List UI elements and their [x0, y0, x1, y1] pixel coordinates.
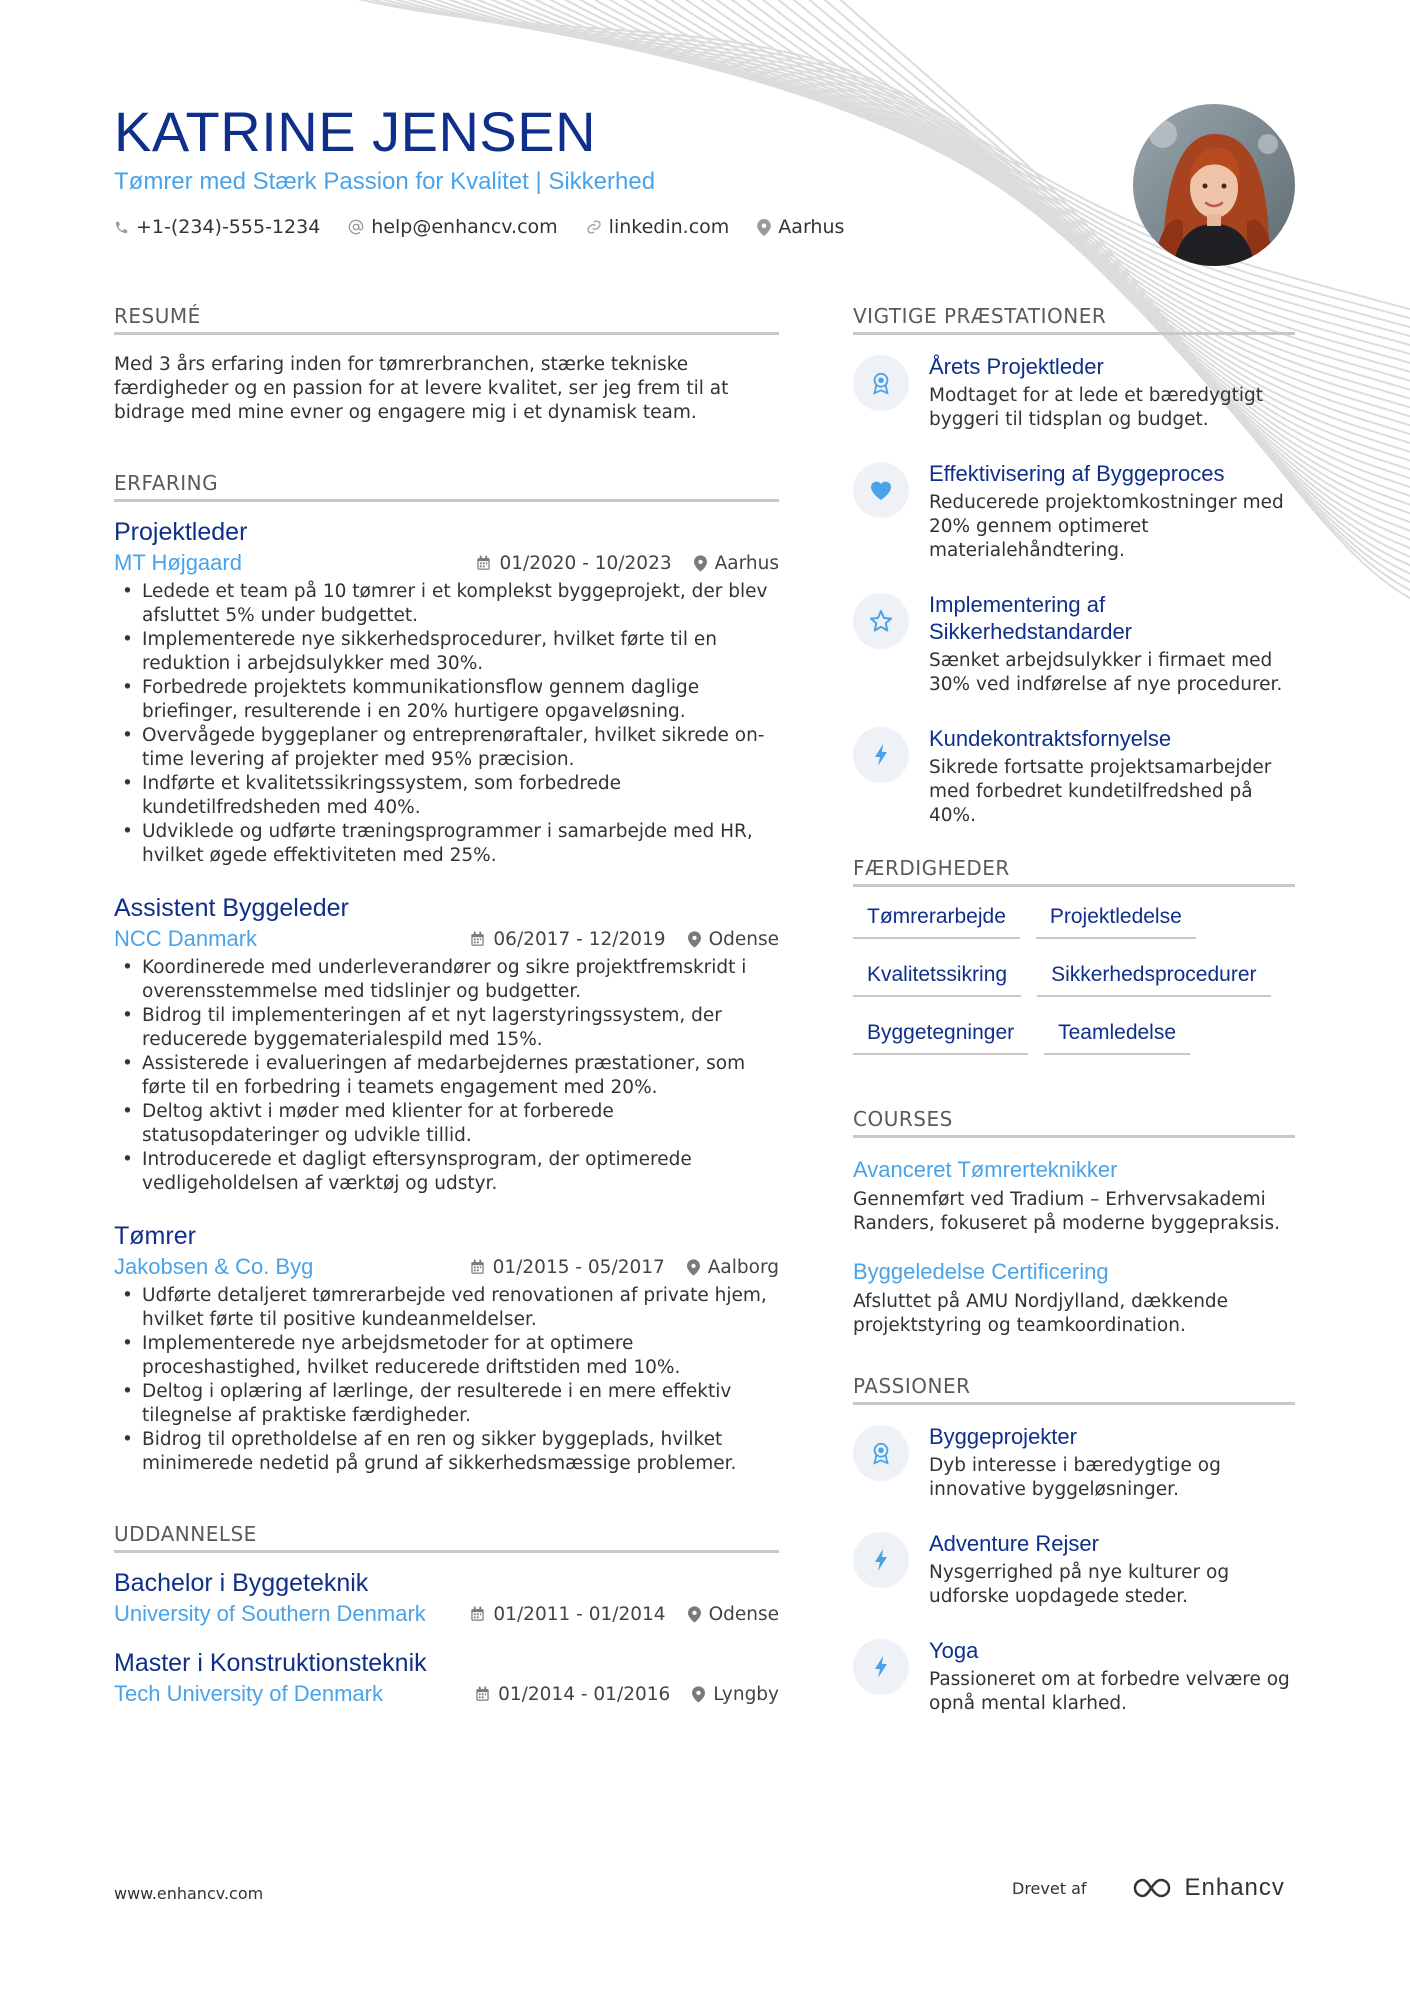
right-column: [853, 304, 1295, 1744]
summary-title: RESUMÉ: [114, 304, 779, 335]
powered-by-label: Drevet af: [1012, 1878, 1087, 1898]
contact-linkedin-text: linkedin.com: [608, 216, 730, 238]
brand-logo[interactable]: [1131, 1874, 1285, 1902]
bolt-icon: [853, 727, 909, 783]
list-item: • Koordinerede med underleverandører og sikre projektfremskridt i overensstemmelse med tidslinjer og budgetter.: [114, 956, 779, 1004]
footer-website[interactable]: www.enhancv.com: [114, 1884, 264, 1903]
achievement-desc: Reducerede projektomkostninger med 20% gennem optimeret materialehåndtering.: [929, 492, 1284, 561]
course-item: [853, 1156, 1295, 1236]
job-meta: [114, 926, 779, 952]
achievement-item: [853, 460, 1295, 563]
award-icon: [853, 355, 909, 411]
achievement-title: Implementering af Sikkerhedstandarder: [929, 592, 1133, 644]
education-entry: [114, 1567, 779, 1627]
education-details: [453, 1684, 779, 1705]
education-degree: Bachelor i Byggeteknik: [114, 1569, 369, 1597]
award-icon: [853, 1425, 909, 1481]
candidate-name: KATRINE JENSEN: [114, 100, 597, 163]
job-company: Jakobsen & Co. Byg: [114, 1254, 314, 1279]
course-item: [853, 1258, 1295, 1338]
achievement-desc: Sikrede fortsatte projektsamarbejder med forbedret kundetilfredshed på 40%.: [929, 757, 1272, 826]
job-dates-text: 06/2017 - 12/2019: [493, 928, 666, 950]
job-title: Projektleder: [114, 518, 248, 546]
calendar-icon: [476, 555, 491, 571]
passion-desc: Dyb interesse i bæredygtige og innovative byggeløsninger.: [929, 1455, 1221, 1500]
list-item: • Forbedrede projektets kommunikationsflow gennem daglige briefinger, resulterende i en 20% hurtigere opgaveløsning.: [114, 676, 779, 724]
skills-section: [853, 856, 1295, 1073]
education-details: [448, 1604, 779, 1625]
job-details: [448, 929, 779, 950]
education-title: UDDANNELSE: [114, 1522, 779, 1553]
list-item: • Indførte et kvalitetssikringssystem, som forbedrede kundetilfredsheden med 40%.: [114, 772, 779, 820]
education-school: University of Southern Denmark: [114, 1601, 426, 1626]
job-dates-text: 01/2015 - 05/2017: [492, 1256, 665, 1278]
education-entry: [114, 1647, 779, 1707]
job-location: [688, 929, 779, 950]
courses-section: [853, 1107, 1295, 1338]
job-title: Tømrer: [114, 1222, 196, 1250]
education-meta: [114, 1681, 779, 1707]
list-item: • Deltog aktivt i møder med klienter for at forberede statusopdateringer og udvikle tillid.: [114, 1100, 779, 1148]
contact-location: [757, 216, 844, 238]
passion-desc: Nysgerrighed på nye kulturer og udforske uopdagede steder.: [929, 1562, 1230, 1607]
course-desc: Afsluttet på AMU Nordjylland, dækkende projektstyring og teamkoordination.: [853, 1291, 1229, 1336]
job-location-text: Odense: [708, 928, 779, 950]
job-entry: [114, 1220, 779, 1476]
job-entry: [114, 516, 779, 868]
location-pin-icon: [688, 931, 701, 948]
education-dates-text: 01/2011 - 01/2014: [493, 1603, 666, 1625]
list-item: • Deltog i oplæring af lærlinge, der resulterede i en mere effektiv tilegnelse af praktiske færdigheder.: [114, 1380, 779, 1428]
job-details: [448, 1257, 779, 1278]
passion-title: Yoga: [929, 1638, 979, 1663]
job-dates: [470, 1257, 665, 1278]
achievements-title: VIGTIGE PRÆSTATIONER: [853, 304, 1295, 335]
contact-email[interactable]: [348, 216, 557, 238]
job-location-text: Aalborg: [707, 1256, 779, 1278]
location-pin-icon: [688, 1606, 701, 1623]
bolt-icon: [853, 1639, 909, 1695]
job-company: MT Højgaard: [114, 550, 242, 575]
contact-row: [114, 216, 1114, 238]
job-details: [454, 553, 779, 574]
heart-icon: [853, 462, 909, 518]
course-desc: Gennemført ved Tradium – Erhvervsakademi Randers, fokuseret på moderne byggepraksis.: [853, 1189, 1281, 1234]
list-item: • Udførte detaljeret tømrerarbejde ved renovationen af private hjem, hvilket førte til positive kundeanmeldelser.: [114, 1284, 779, 1332]
passions-title: PASSIONER: [853, 1374, 1295, 1405]
course-title: Byggeledelse Certificering: [853, 1259, 1109, 1284]
list-item: • Ledede et team på 10 tømrer i et komplekst byggeprojekt, der blev afsluttet 5% under budgettet.: [114, 580, 779, 628]
job-location-text: Aarhus: [714, 552, 779, 574]
education-dates: [475, 1684, 670, 1705]
achievement-title: Effektivisering af Byggeproces: [929, 461, 1225, 486]
passion-title: Adventure Rejser: [929, 1531, 1099, 1556]
passion-item: [853, 1530, 1295, 1609]
location-pin-icon: [694, 555, 707, 572]
achievement-desc: Sænket arbejdsulykker i firmaet med 30% ved indførelse af nye procedurer.: [929, 650, 1283, 695]
contact-phone[interactable]: [114, 216, 320, 238]
calendar-icon: [470, 1606, 485, 1622]
passion-title: Byggeprojekter: [929, 1424, 1077, 1449]
summary-text: Med 3 års erfaring inden for tømrerbranchen, stærke tekniske færdigheder og en passion for at levere kvalitet, ser jeg frem til at bidrage med mine evner og engagere mig i et dynamisk team.: [114, 354, 729, 423]
calendar-icon: [470, 1259, 485, 1275]
job-location: [694, 553, 779, 574]
passion-item: [853, 1637, 1295, 1716]
job-title: Assistent Byggeleder: [114, 894, 349, 922]
star-icon: [853, 593, 909, 649]
skill-tag: Tømrerarbejde: [853, 899, 1020, 939]
achievement-item: [853, 353, 1295, 432]
education-dates: [470, 1604, 665, 1625]
education-school: Tech University of Denmark: [114, 1681, 383, 1706]
contact-email-text: help@enhancv.com: [371, 216, 558, 238]
achievement-title: Årets Projektleder: [929, 354, 1104, 379]
location-pin-icon: [757, 219, 771, 236]
list-item: • Assisterede i evalueringen af medarbejdernes præstationer, som førte til en forbedring i teamets engagement med 20%.: [114, 1052, 779, 1100]
achievement-title: Kundekontraktsfornyelse: [929, 726, 1172, 751]
job-dates-text: 01/2020 - 10/2023: [499, 552, 672, 574]
passions-section: [853, 1374, 1295, 1716]
job-entry: [114, 892, 779, 1196]
contact-phone-text: +1-(234)-555-1234: [136, 216, 321, 238]
phone-icon: [114, 220, 129, 235]
resume-header: [114, 98, 1114, 238]
education-meta: [114, 1601, 779, 1627]
job-location: [687, 1257, 779, 1278]
enhancv-logo-icon: [1131, 1876, 1177, 1900]
list-item: • Bidrog til opretholdelse af en ren og sikker byggeplads, hvilket minimerede nedetid på grund af sikkerhedsmæssige problemer.: [114, 1428, 779, 1476]
skill-tag: Sikkerhedsprocedurer: [1037, 957, 1270, 997]
list-item: • Bidrog til implementeringen af et nyt lagerstyringssystem, der reducerede byggematerialespild med 15%.: [114, 1004, 779, 1052]
job-company: NCC Danmark: [114, 926, 258, 951]
location-pin-icon: [687, 1259, 700, 1276]
course-title: Avanceret Tømrerteknikker: [853, 1157, 1118, 1182]
job-meta: [114, 1254, 779, 1280]
education-section: [114, 1522, 779, 1707]
achievement-item: [853, 725, 1295, 828]
experience-section: [114, 471, 779, 1476]
bolt-icon: [853, 1532, 909, 1588]
list-item: • Udviklede og udførte træningsprogrammer i samarbejde med HR, hvilket øgede effektiviteten med 25%.: [114, 820, 779, 868]
achievements-section: [853, 304, 1295, 828]
education-degree: Master i Konstruktionsteknik: [114, 1649, 427, 1677]
skill-tag: Byggetegninger: [853, 1015, 1028, 1055]
contact-linkedin[interactable]: [586, 216, 730, 238]
calendar-icon: [470, 931, 485, 947]
at-icon: [348, 219, 364, 235]
passion-item: [853, 1423, 1295, 1502]
education-location-text: Lyngby: [713, 1683, 779, 1705]
left-column: [114, 304, 779, 1731]
skills-list: [853, 899, 1295, 1073]
education-dates-text: 01/2014 - 01/2016: [498, 1683, 671, 1705]
list-item: • Implementerede nye arbejdsmetoder for at optimere proceshastighed, hvilket reducerede driftstiden med 10%.: [114, 1332, 779, 1380]
achievement-desc: Modtaget for at lede et bæredygtigt byggeri til tidsplan og budget.: [929, 385, 1264, 430]
skills-title: FÆRDIGHEDER: [853, 856, 1295, 887]
candidate-subtitle: Tømrer med Stærk Passion for Kvalitet | Sikkerhed: [114, 168, 656, 195]
courses-title: COURSES: [853, 1107, 1295, 1138]
job-bullets: [114, 580, 779, 868]
summary-section: [114, 304, 779, 425]
skill-tag: Teamledelse: [1044, 1015, 1190, 1055]
list-item: • Introducerede et dagligt eftersynsprogram, der optimerede vedligeholdelsen af værktøj og udstyr.: [114, 1148, 779, 1196]
education-location: [692, 1684, 779, 1705]
job-meta: [114, 550, 779, 576]
education-location-text: Odense: [708, 1603, 779, 1625]
education-location: [688, 1604, 779, 1625]
job-bullets: [114, 956, 779, 1196]
link-icon: [586, 219, 602, 235]
calendar-icon: [475, 1686, 490, 1702]
job-dates: [476, 553, 671, 574]
skill-tag: Kvalitetssikring: [853, 957, 1021, 997]
skill-tag: Projektledelse: [1036, 899, 1196, 939]
experience-title: ERFARING: [114, 471, 779, 502]
job-dates: [470, 929, 665, 950]
job-bullets: [114, 1284, 779, 1476]
passion-desc: Passioneret om at forbedre velvære og opnå mental klarhed.: [929, 1669, 1290, 1714]
profile-photo: [1133, 104, 1295, 266]
contact-location-text: Aarhus: [778, 216, 845, 238]
location-pin-icon: [692, 1686, 705, 1703]
achievement-item: [853, 591, 1295, 697]
list-item: • Implementerede nye sikkerhedsprocedurer, hvilket førte til en reduktion i arbejdsulykker med 30%.: [114, 628, 779, 676]
list-item: • Overvågede byggeplaner og entreprenøraftaler, hvilket sikrede on-time levering af projekter med 95% præcision.: [114, 724, 779, 772]
footer-branding: [1012, 1874, 1285, 1902]
brand-name: Enhancv: [1184, 1874, 1285, 1901]
